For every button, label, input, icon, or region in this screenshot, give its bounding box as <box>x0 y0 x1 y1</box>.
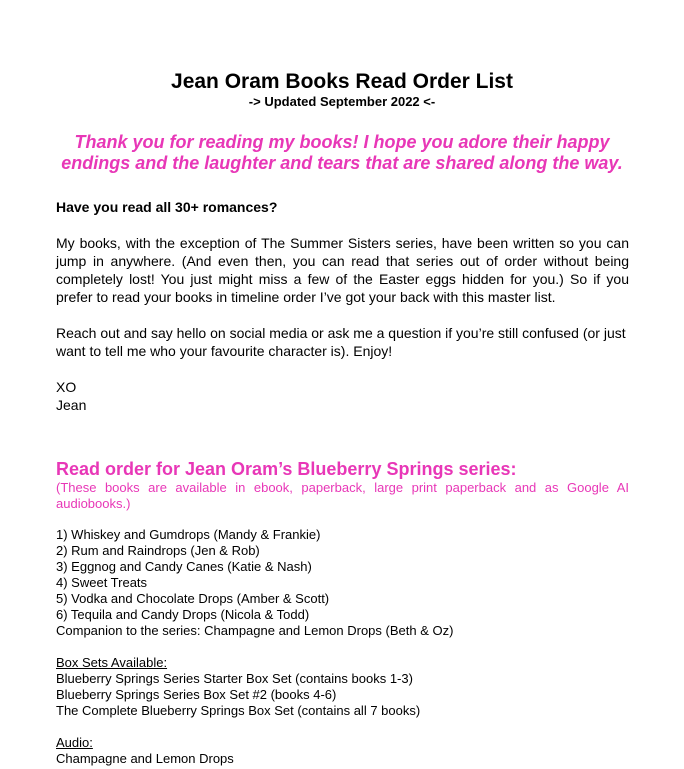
box-sets-section <box>56 655 629 719</box>
series-heading: Read order for Jean Oram’s Blueberry Springs series: <box>56 459 517 479</box>
thank-you-message: Thank you for reading my books! I hope you adore their happy endings and the laughter and tears that are shared along the way. <box>61 132 623 173</box>
audio-label: Audio: <box>56 735 93 750</box>
intro-paragraph: My books, with the exception of The Summer Sisters series, have been written so you can jump in anywhere. (And even then, you can read that series out of order without being completely lost! You just might miss a few of the Easter eggs hidden for you.) So if you prefer to read your books in timeline order I’ve got your back with this master list. <box>56 235 629 305</box>
series-availability-note: (These books are available in ebook, paperback, large print paperback and as Google AI audiobooks.) <box>56 480 629 511</box>
companion-book-item: Companion to the series: Champagne and Lemon Drops (Beth & Oz) <box>56 623 454 638</box>
book-item: 1) Whiskey and Gumdrops (Mandy & Frankie) <box>56 527 321 542</box>
box-sets-label: Box Sets Available: <box>56 655 168 670</box>
book-item: 4) Sweet Treats <box>56 575 148 590</box>
updated-date: -> Updated September 2022 <- <box>248 94 436 109</box>
box-set-item: Blueberry Springs Series Starter Box Set (contains books 1-3) <box>56 671 413 686</box>
question-heading: Have you read all 30+ romances? <box>56 199 278 215</box>
sign-off-xo: XO <box>56 379 77 395</box>
book-item: 6) Tequila and Candy Drops (Nicola & Todd) <box>56 607 310 622</box>
box-set-item: Blueberry Springs Series Box Set #2 (books 4-6) <box>56 687 337 702</box>
audio-section <box>56 735 629 767</box>
box-set-item: The Complete Blueberry Springs Box Set (contains all 7 books) <box>56 703 421 718</box>
audio-item: Champagne and Lemon Drops <box>56 751 234 766</box>
reach-out-paragraph: Reach out and say hello on social media or ask me a question if you’re still confused (or just want to tell me who your favourite character is). Enjoy! <box>56 325 626 359</box>
book-list <box>56 527 629 639</box>
book-item: 5) Vodka and Chocolate Drops (Amber & Scott) <box>56 591 330 606</box>
book-item: 2) Rum and Raindrops (Jen & Rob) <box>56 543 260 558</box>
document-title: Jean Oram Books Read Order List <box>171 70 513 93</box>
book-item: 3) Eggnog and Candy Canes (Katie & Nash) <box>56 559 312 574</box>
sign-off-name: Jean <box>56 397 87 413</box>
